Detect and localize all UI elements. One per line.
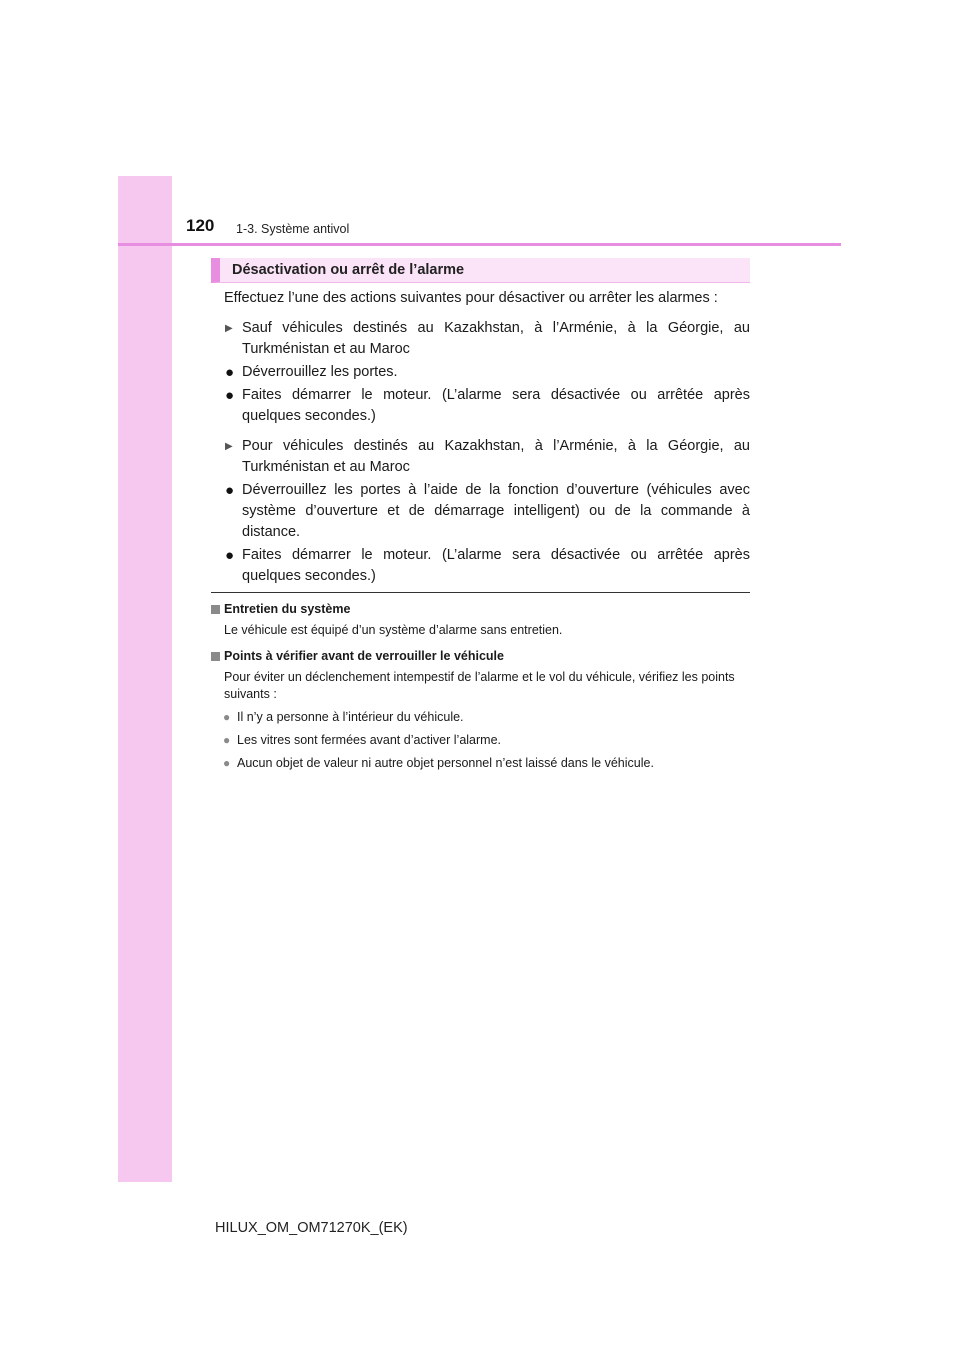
main-content <box>211 288 750 587</box>
list-item <box>211 385 750 427</box>
condition-text: Sauf véhicules destinés au Kazakhstan, à l’Arménie, à la Géorgie, au Turkménistan et au Maroc <box>242 320 750 357</box>
chapter-sidebar <box>118 176 172 1182</box>
list-item-text: Déverrouillez les portes à l’aide de la fonction d’ouverture (véhicules avec système d’ouverture et de démarrage intelligent) ou de la commande à distance. <box>242 482 750 540</box>
section-title: 1-3. Système antivol <box>236 222 350 236</box>
condition-heading <box>211 436 750 478</box>
note-item-text: Les vitres sont fermées avant d’activer l’alarme. <box>237 733 501 747</box>
note-body: Le véhicule est équipé d’un système d’alarme sans entretien. <box>224 623 563 637</box>
condition-text: Pour véhicules destinés au Kazakhstan, à l’Arménie, à la Géorgie, au Turkménistan et au Maroc <box>242 438 750 475</box>
list-item <box>211 480 750 543</box>
note-item-text: Il n’y a personne à l’intérieur du véhicule. <box>237 710 464 724</box>
list-item <box>211 362 750 383</box>
condition-heading <box>211 318 750 360</box>
note-item-text: Aucun objet de valeur ni autre objet personnel n’est laissé dans le véhicule. <box>237 756 654 770</box>
square-bullet-icon <box>211 605 220 614</box>
intro-text: Effectuez l’une des actions suivantes pour désactiver ou arrêter les alarmes : <box>224 290 718 306</box>
section-box-title <box>211 258 750 283</box>
header-divider <box>118 243 841 246</box>
note-heading <box>211 601 750 618</box>
note-heading-text: Points à vérifier avant de verrouiller le véhicule <box>224 649 504 663</box>
bullet-icon: ● <box>223 710 231 724</box>
bullet-icon: ● <box>225 387 235 404</box>
note-list-item <box>211 755 750 772</box>
note-list-item <box>211 709 750 726</box>
bullet-icon: ● <box>223 733 231 747</box>
notes-divider <box>211 592 750 593</box>
list-item-text: Faites démarrer le moteur. (L’alarme sera désactivée ou arrêtée après quelques secondes.) <box>242 547 750 584</box>
list-item <box>211 545 750 587</box>
list-item-text: Déverrouillez les portes. <box>242 364 398 380</box>
note-list-item <box>211 732 750 749</box>
bullet-icon: ● <box>225 547 235 564</box>
triangle-bullet-icon: ▶ <box>225 441 233 452</box>
notes-section <box>211 601 750 772</box>
bullet-icon: ● <box>225 364 235 381</box>
bullet-icon: ● <box>225 482 235 499</box>
box-title-text: Désactivation ou arrêt de l’alarme <box>232 262 465 278</box>
square-bullet-icon <box>211 652 220 661</box>
triangle-bullet-icon: ▶ <box>225 323 233 334</box>
page-number: 120 <box>186 216 215 235</box>
list-item-text: Faites démarrer le moteur. (L’alarme sera désactivée ou arrêtée après quelques secondes.) <box>242 387 750 424</box>
note-heading-text: Entretien du système <box>224 602 351 616</box>
footer-code: HILUX_OM_OM71270K_(EK) <box>215 1220 408 1236</box>
note-heading <box>211 648 750 665</box>
note-body: Pour éviter un déclenchement intempestif de l’alarme et le vol du véhicule, vérifiez les points suivants : <box>224 670 735 701</box>
bullet-icon: ● <box>223 756 231 770</box>
